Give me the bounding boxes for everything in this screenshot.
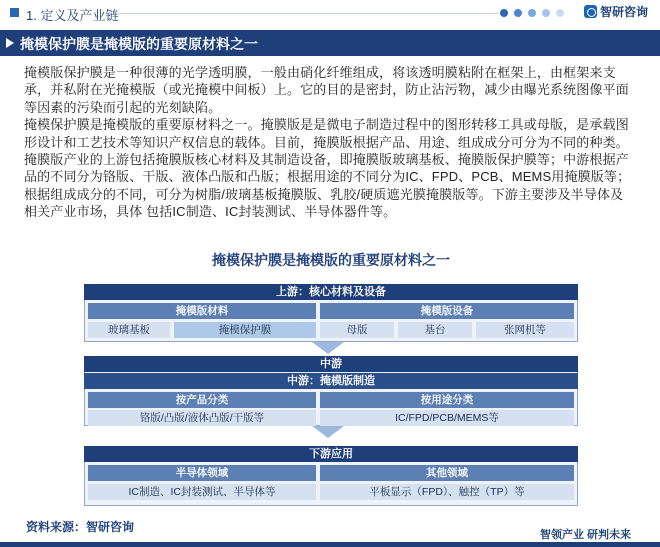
upstream-equipment-item: 母版 <box>320 322 394 338</box>
upstream-material-item: 玻璃基板 <box>88 322 170 338</box>
upstream-equipment-item: 张网机等 <box>476 322 574 338</box>
midstream-subheader: 中游：掩模版制造 <box>84 373 578 389</box>
paragraph-1: 掩模版保护膜是一种很薄的光学透明膜，一般由硝化纤维组成，将该透明膜粘附在框架上，由框架来支承，并私附在光掩模版（或光掩模中间板）上。它的目的是密封，防止沾污物，减少由曝光系统图像平面等因素的污染而引起的光刻缺陷。 <box>24 65 629 115</box>
header-divider <box>118 13 498 14</box>
diagram-title: 掩模保护膜是掩模版的重要原材料之一 <box>212 252 450 268</box>
midstream-product-item: 铬版/凸版/液体凸版/干版等 <box>88 410 316 426</box>
bottom-rule <box>0 542 660 547</box>
paragraph-2: 掩模保护膜是掩模版的重要原材料之一。掩膜版是是微电子制造过程中的图形转移工具或母版，是承载图形设计和工艺技术等知识产权信息的载体。目前，掩膜版根据产品、用途、组成成分可分为不同的种类。掩膜版产业的上游包括掩膜版核心材料及其制造设备，即掩膜版玻璃基板、掩膜版保护膜等；中游根据产品的不同分为铬版、干版、液体凸版和凸版；根据用途的不同分为IC、FPD、PCB、MEMS用掩膜版等；根据组成成分的不同，可分为树脂/玻璃基板掩膜版、乳胶/硬质遮光膜掩膜版等。下游主要涉及半导体及相关产业市场，具体 包括IC制造、IC封装测试、半导体器件等。 <box>24 117 631 220</box>
header-dot <box>542 9 550 17</box>
downstream-header: 下游应用 <box>84 446 578 462</box>
downstream-semi-item: IC制造、IC封装测试、半导体等 <box>88 484 316 500</box>
section-title: 1. 定义及产业链 <box>26 8 119 23</box>
play-triangle-icon <box>6 38 14 48</box>
upstream-equipment-label: 掩模版设备 <box>320 303 574 319</box>
midstream-use-label: 按用途分类 <box>320 392 574 408</box>
midstream-use-item: IC/FPD/PCB/MEMS等 <box>320 410 574 426</box>
midstream-product-label: 按产品分类 <box>88 392 316 408</box>
logo-text: 智研咨询 <box>600 5 649 19</box>
header-dot <box>528 9 536 17</box>
downstream-other-label: 其他领域 <box>320 465 574 481</box>
downstream-other-item: 平板显示（FPD）、触控（TP）等 <box>320 484 574 500</box>
upstream-materials-label: 掩模版材料 <box>88 303 316 319</box>
down-arrow-icon <box>312 426 344 438</box>
upstream-material-item-highlight: 掩模保护膜 <box>174 322 316 338</box>
section-marker <box>10 8 19 17</box>
header-dot <box>556 9 564 17</box>
industry-chain-diagram <box>84 246 578 518</box>
banner-title: 掩模保护膜是掩模版的重要原材料之一 <box>20 36 258 52</box>
header-dots <box>500 8 580 18</box>
upstream-equipment-item: 基台 <box>398 322 472 338</box>
down-arrow-icon <box>312 342 344 354</box>
header-dot <box>514 9 522 17</box>
upstream-header: 上游：核心材料及设备 <box>84 284 578 300</box>
title-banner <box>0 30 660 56</box>
brand-logo <box>584 3 648 20</box>
description-text <box>24 64 636 221</box>
logo-icon <box>584 5 597 18</box>
midstream-header: 中游 <box>84 356 578 372</box>
downstream-semi-label: 半导体领域 <box>88 465 316 481</box>
source-note: 资料来源：智研咨询 <box>26 520 135 534</box>
top-header <box>0 0 660 28</box>
brand-slogan: 智领产业 研判未来 <box>540 529 632 541</box>
header-dot <box>500 9 508 17</box>
